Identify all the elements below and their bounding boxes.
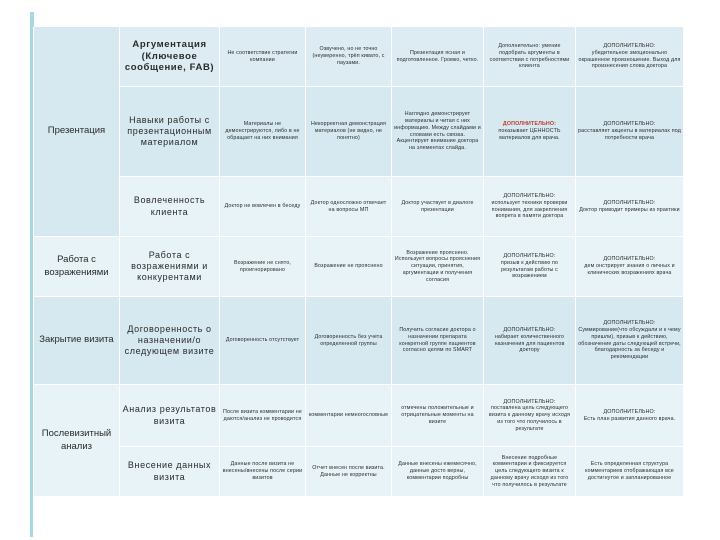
cell-engagement-3: Доктор участвует в диалоге презентации [392, 177, 484, 237]
cell-argumentation-1: Не соответствие стратегии компании [220, 27, 306, 87]
cell-engagement-2: Доктор односложно отвечает на вопросы МП [306, 177, 392, 237]
cell-argumentation-2: Озвучено, но не точно (неуверенно, трёп кивато, с паузами. [306, 27, 392, 87]
cell-engagement-5: ДОПОЛНИТЕЛЬНО: Доктор приводит примеры из практики [576, 177, 684, 237]
cell-objections-1: Возражение не снято, проигнорировано [220, 237, 306, 297]
cell-materials-1: Материалы не демонстрируются, либо в не обращает на них внимания [220, 87, 306, 177]
cell-engagement-1: Доктор не вовлечен в беседу [220, 177, 306, 237]
cell-objections-2: Возражение не прояснено [306, 237, 392, 297]
criterion-objections: Работа с возражениями и конкурентами [120, 237, 220, 297]
section-post-visit: Послевизитный анализ [34, 385, 120, 497]
cell-analysis-5: ДОПОЛНИТЕЛЬНО: Есть план развития данного врача. [576, 385, 684, 447]
criterion-data-entry: Внесение данных визита [120, 447, 220, 497]
criterion-agreement: Договоренность о назначении/о следующем визите [120, 297, 220, 385]
cell-agreement-2: Договоренность без учета определенной группы [306, 297, 392, 385]
cell-data-entry-3: Данные внесены ежемесячно, данные досто верны, комментарии подробны [392, 447, 484, 497]
cell-objections-5: ДОПОЛНИТЕЛЬНО: дем онстрирует знания о личных и клинических возражениях врача [576, 237, 684, 297]
cell-data-entry-5: Есть определенная структура комментариев отображающая все достигнутое и запланированное [576, 447, 684, 497]
cell-agreement-1: Договоренность отсутствует [220, 297, 306, 385]
cell-materials-2: Некорректная демонстрация материалов (не видно, не понятно) [306, 87, 392, 177]
cell-argumentation-5: ДОПОЛНИТЕЛЬНО: убедительное эмоционально окрашенное произношение. Выход для произнесения слова доктора [576, 27, 684, 87]
cell-objections-3: Возражение прояснено. Использует вопросы прояснения ситуации, принятия, аргументации и получения согласия [392, 237, 484, 297]
cell-agreement-5: ДОПОЛНИТЕЛЬНО: Суммирование(что обсуждали и к чему пришли), призыв к действию, обозначение даты следующей встречи, благодарность за беседу и рекомендации [576, 297, 684, 385]
cell-argumentation-3: Презентация ясная и подготовленное. Громко, четко. [392, 27, 484, 87]
section-objections: Работа с возражениями [34, 237, 120, 297]
section-closing: Закрытие визита [34, 297, 120, 385]
cell-materials-5: ДОПОЛНИТЕЛЬНО: расставляет акценты в материалах под потребности врача [576, 87, 684, 177]
accent-bar-left [30, 26, 33, 537]
cell-materials-4: ДОПОЛНИТЕЛЬНО: показывает ЦЕННОСТЬ материалов для врача. [484, 87, 576, 177]
cell-engagement-4: ДОПОЛНИТЕЛЬНО: использует техники проверки понимания, для закрепления вопрета в памяти доктора [484, 177, 576, 237]
accent-bar-top [30, 12, 34, 27]
cell-analysis-3: отмечены положительные и отрицательные моменты на визите [392, 385, 484, 447]
cell-argumentation-4: Дополнительно: умение подобрать аргументы в соответствии с потребностями клиента [484, 27, 576, 87]
criterion-argumentation: Аргументация (Ключевое сообщение, FAB) [120, 27, 220, 87]
cell-analysis-2: комментарии немногословные [306, 385, 392, 447]
cell-analysis-1: После визита комментарии не даются/анализ не проводится [220, 385, 306, 447]
cell-data-entry-4: Внесение подробные комментарии и фиксируется цель следующего визита к данному врачу исходя из того что получилось в результате [484, 447, 576, 497]
cell-data-entry-1: Данные после визита не внесены/внесены после серии визитов [220, 447, 306, 497]
evaluation-table [34, 27, 684, 537]
criterion-engagement: Вовлеченность клиента [120, 177, 220, 237]
cell-agreement-3: Получить согласие доктора о назначении препарата конкретной группе пациентов согласно целям по SMART [392, 297, 484, 385]
cell-materials-3: Наглядно демонстрирует материалы и читая с них информацию. Между слайдами и словами есть связка. Акцентирует внимание доктора на элементах слайда. [392, 87, 484, 177]
criterion-materials: Навыки работы с презентационным материалом [120, 87, 220, 177]
criterion-analysis: Анализ результатов визита [120, 385, 220, 447]
section-presentation: Презентация [34, 27, 120, 237]
cell-data-entry-2: Отчет внесен после визита. Данные не корректны [306, 447, 392, 497]
cell-objections-4: ДОПОЛНИТЕЛЬНО: призыв к действию по результатам работы с возражением [484, 237, 576, 297]
cell-analysis-4: ДОПОЛНИТЕЛЬНО: поставлена цель следующего визита к данному врачу исходя из того что получилось в результате [484, 385, 576, 447]
cell-agreement-4: ДОПОЛНИТЕЛЬНО: набирает количественного назначения для пациентов доктору [484, 297, 576, 385]
